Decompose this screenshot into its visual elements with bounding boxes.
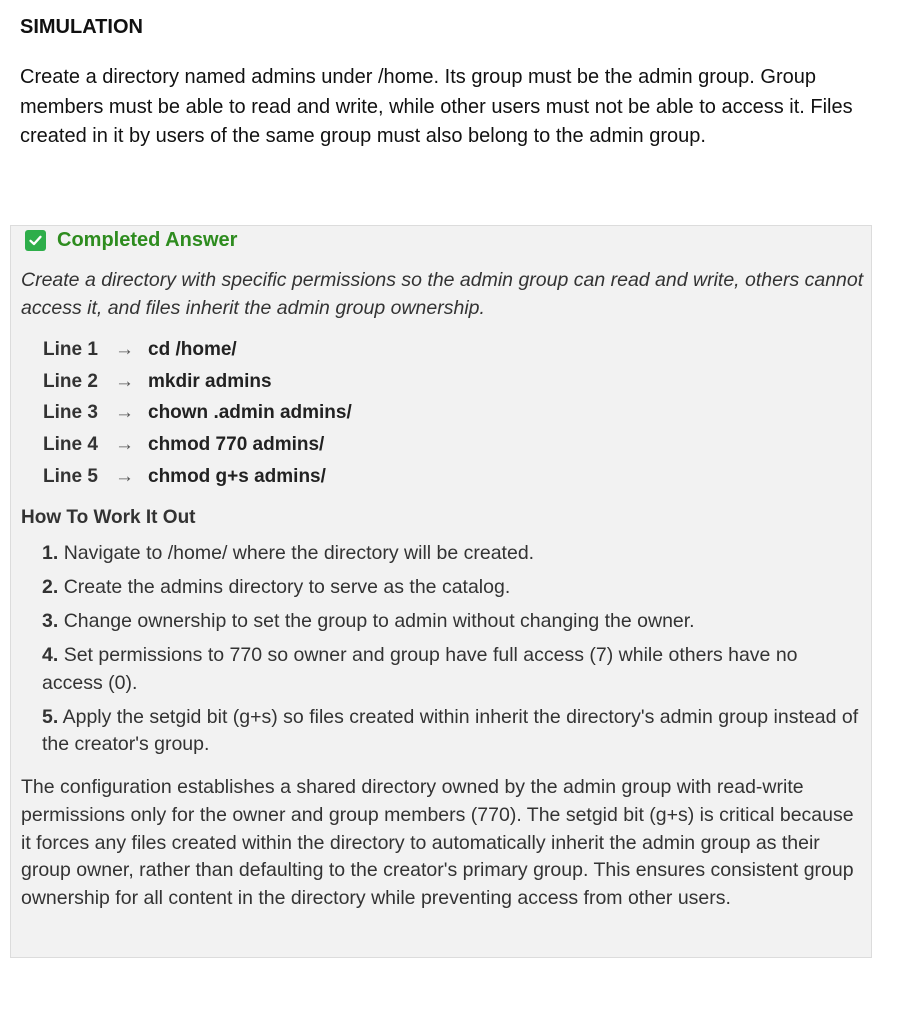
arrow-right-icon: → xyxy=(115,465,134,487)
step-text: Apply the setgid bit (g+s) so files created within inherit the directory's admin group instead of the creator's group. xyxy=(42,705,859,755)
answer-header xyxy=(25,228,237,252)
command-line xyxy=(43,397,843,429)
checkbox-checked-icon xyxy=(25,230,46,251)
step-text: Set permissions to 770 so owner and group have full access (7) while others have no access (0). xyxy=(42,644,798,694)
command-line xyxy=(43,334,843,366)
step-text: Create the admins directory to serve as the catalog. xyxy=(63,576,511,598)
command-line xyxy=(43,366,843,398)
steps-list xyxy=(42,540,862,765)
page-title: SIMULATION xyxy=(20,16,143,38)
step-item xyxy=(42,704,862,759)
step-item xyxy=(42,608,862,636)
step-item xyxy=(42,642,862,697)
command-lines xyxy=(43,334,843,492)
arrow-right-icon: → xyxy=(115,338,134,360)
step-number: 2. xyxy=(42,576,59,598)
question-text: Create a directory named admins under /home. Its group must be the admin group. Group members must be able to read and write, while other users must not be able to access it. Files created in it by users of the same group must also belong to the admin group. xyxy=(20,66,853,147)
arrow-right-icon: → xyxy=(115,402,134,424)
command-line xyxy=(43,429,843,461)
step-item xyxy=(42,540,862,568)
line-command: chmod g+s admins/ xyxy=(148,465,326,487)
line-command: cd /home/ xyxy=(148,338,237,360)
step-number: 1. xyxy=(42,542,59,564)
step-item xyxy=(42,574,862,602)
line-command: chmod 770 admins/ xyxy=(148,433,325,455)
line-command: mkdir admins xyxy=(148,370,272,392)
line-command: chown .admin admins/ xyxy=(148,402,352,424)
howto-heading: How To Work It Out xyxy=(21,507,196,528)
step-number: 5. xyxy=(42,705,59,728)
step-text: Navigate to /home/ where the directory will be created. xyxy=(63,542,535,564)
answer-heading: Completed Answer xyxy=(57,228,238,251)
line-label: Line 5 xyxy=(43,465,98,487)
line-label: Line 2 xyxy=(43,370,98,392)
command-line xyxy=(43,461,843,493)
line-label: Line 3 xyxy=(43,402,98,424)
step-number: 3. xyxy=(42,610,59,632)
step-number: 4. xyxy=(42,644,59,666)
arrow-right-icon: → xyxy=(115,370,134,392)
answer-box xyxy=(10,225,872,958)
step-text: Change ownership to set the group to admin without changing the owner. xyxy=(63,610,695,632)
answer-intro: Create a directory with specific permissions so the admin group can read and write, others cannot access it, and files inherit the admin group ownership. xyxy=(21,269,864,319)
line-label: Line 1 xyxy=(43,338,98,360)
line-label: Line 4 xyxy=(43,433,98,455)
arrow-right-icon: → xyxy=(115,433,134,455)
explanation-text: The configuration establishes a shared directory owned by the admin group with read-write permissions only for the owner and group members (770). The setgid bit (g+s) is critical because it forces any files created within the directory to automatically inherit the admin group as their group owner, rather than defaulting to the creator's primary group. This ensures consistent group ownership for all content in the directory while preventing access from other users. xyxy=(21,776,854,910)
